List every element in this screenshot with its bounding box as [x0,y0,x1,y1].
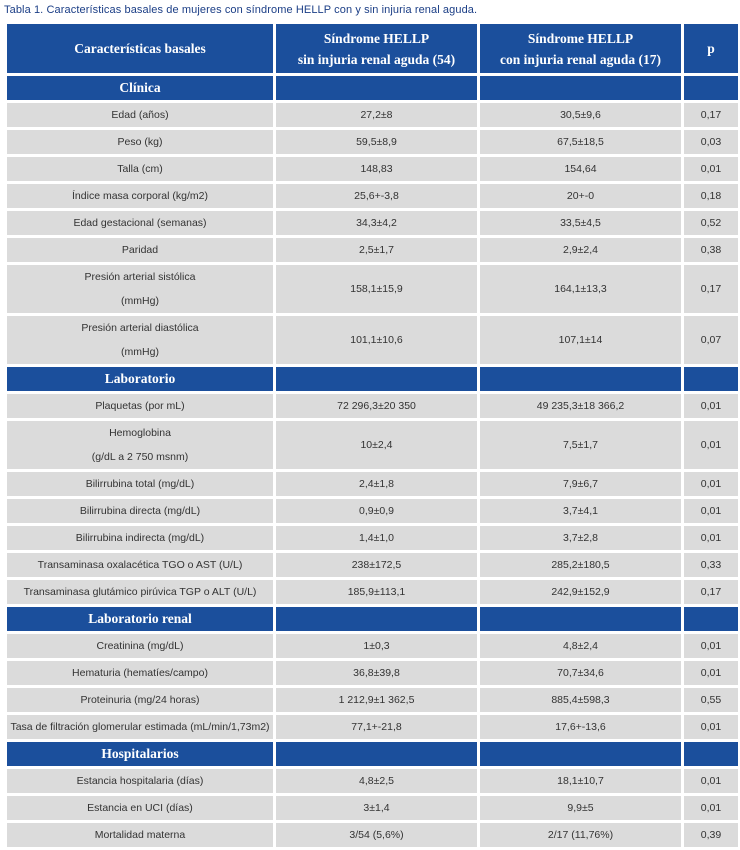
table-row [7,526,738,550]
p-value: 0,01 [684,526,738,550]
section-title: Hospitalarios [7,742,273,766]
header-characteristics: Características basales [7,24,273,73]
value-without-aki: 1,4±1,0 [276,526,477,550]
p-value: 0,01 [684,394,738,418]
section-blank-cell [684,367,738,391]
row-label-line: Bilirrubina directa (mg/dL) [79,505,201,517]
row-label [7,103,273,127]
section-title: Laboratorio renal [7,607,273,631]
header-with-aki-line1: Síndrome HELLP [527,30,634,46]
value-without-aki: 10±2,4 [276,421,477,469]
row-label-line: Paridad [121,244,159,256]
value-without-aki: 27,2±8 [276,103,477,127]
row-label [7,472,273,496]
value-without-aki: 2,4±1,8 [276,472,477,496]
section-blank-cell [276,367,477,391]
row-label [7,184,273,208]
row-label [7,634,273,658]
row-label-line: Hematuria (hematíes/campo) [72,667,208,679]
table-body [7,76,738,847]
row-label-line: Índice masa corporal (kg/m2) [72,190,208,202]
value-without-aki: 3±1,4 [276,796,477,820]
row-label [7,499,273,523]
header-p-value: p [684,24,738,73]
row-label [7,688,273,712]
value-without-aki: 4,8±2,5 [276,769,477,793]
table-row [7,769,738,793]
p-value: 0,17 [684,103,738,127]
table-row [7,472,738,496]
value-without-aki: 25,6+-3,8 [276,184,477,208]
p-value: 0,18 [684,184,738,208]
section-blank-cell [480,367,681,391]
value-with-aki: 3,7±4,1 [480,499,681,523]
value-with-aki: 7,5±1,7 [480,421,681,469]
value-with-aki: 67,5±18,5 [480,130,681,154]
value-without-aki: 59,5±8,9 [276,130,477,154]
row-label-line: Presión arterial sistólica [84,271,196,283]
table-row [7,796,738,820]
value-with-aki: 18,1±10,7 [480,769,681,793]
row-label-line: (g/dL a 2 750 msnm) [91,451,189,463]
section-blank-cell [276,742,477,766]
p-value: 0,01 [684,634,738,658]
row-label-line: Presión arterial diastólica [81,322,199,334]
row-label-line: Peso (kg) [117,136,163,148]
row-label-line: Bilirrubina total (mg/dL) [85,478,195,490]
section-blank-cell [480,742,681,766]
row-label [7,526,273,550]
value-without-aki: 185,9±113,1 [276,580,477,604]
table-caption: Tabla 1. Características basales de mujeres con síndrome HELLP con y sin injuria renal aguda. [4,4,478,16]
section-blank-cell [276,76,477,100]
table-row [7,580,738,604]
table-row [7,130,738,154]
section-row [7,76,738,100]
row-label [7,421,273,469]
section-blank-cell [276,607,477,631]
value-with-aki: 33,5±4,5 [480,211,681,235]
table-row [7,823,738,847]
value-without-aki: 72 296,3±20 350 [276,394,477,418]
table-row [7,211,738,235]
row-label [7,796,273,820]
row-label-line: Edad gestacional (semanas) [73,217,207,229]
p-value: 0,55 [684,688,738,712]
value-with-aki: 7,9±6,7 [480,472,681,496]
row-label [7,130,273,154]
p-value: 0,17 [684,265,738,313]
p-value: 0,38 [684,238,738,262]
row-label-line: Edad (años) [111,109,169,121]
p-value: 0,01 [684,157,738,181]
value-without-aki: 0,9±0,9 [276,499,477,523]
row-label [7,769,273,793]
row-label [7,715,273,739]
p-value: 0,01 [684,715,738,739]
row-label-line: Plaquetas (por mL) [95,400,185,412]
p-value: 0,07 [684,316,738,364]
table-row [7,634,738,658]
section-row [7,742,738,766]
row-label-line: Estancia hospitalaria (días) [76,775,204,787]
table-row [7,661,738,685]
section-blank-cell [684,742,738,766]
p-value: 0,52 [684,211,738,235]
row-label-line: Hemoglobina [109,427,171,439]
row-label-line: Estancia en UCI (días) [87,802,193,814]
row-label-line: Creatinina (mg/dL) [96,640,184,652]
p-value: 0,01 [684,472,738,496]
p-value: 0,33 [684,553,738,577]
value-without-aki: 34,3±4,2 [276,211,477,235]
row-label [7,316,273,364]
header-without-aki-line2: sin injuria renal aguda (54) [297,51,456,67]
value-with-aki: 2/17 (11,76%) [480,823,681,847]
row-label-line: Bilirrubina indirecta (mg/dL) [75,532,205,544]
row-label [7,553,273,577]
table-row [7,184,738,208]
row-label [7,211,273,235]
row-label-line: Mortalidad materna [94,829,186,841]
p-value: 0,01 [684,769,738,793]
value-without-aki: 36,8±39,8 [276,661,477,685]
value-without-aki: 101,1±10,6 [276,316,477,364]
p-value: 0,01 [684,796,738,820]
p-value: 0,39 [684,823,738,847]
value-with-aki: 9,9±5 [480,796,681,820]
row-label [7,394,273,418]
section-blank-cell [480,76,681,100]
header-row [7,24,738,73]
value-with-aki: 4,8±2,4 [480,634,681,658]
table-row [7,103,738,127]
section-row [7,367,738,391]
row-label [7,265,273,313]
row-label [7,238,273,262]
value-with-aki: 2,9±2,4 [480,238,681,262]
value-without-aki: 238±172,5 [276,553,477,577]
section-row [7,607,738,631]
value-without-aki: 158,1±15,9 [276,265,477,313]
header-with-aki-line2: con injuria renal aguda (17) [499,51,661,67]
table-row [7,715,738,739]
table-row [7,157,738,181]
table-row [7,421,738,469]
value-with-aki: 20+-0 [480,184,681,208]
value-without-aki: 148,83 [276,157,477,181]
value-without-aki: 3/54 (5,6%) [276,823,477,847]
p-value: 0,17 [684,580,738,604]
value-without-aki: 1 212,9±1 362,5 [276,688,477,712]
value-with-aki: 242,9±152,9 [480,580,681,604]
value-with-aki: 285,2±180,5 [480,553,681,577]
row-label [7,823,273,847]
row-label-line: (mmHg) [121,295,159,307]
p-value: 0,01 [684,421,738,469]
value-with-aki: 17,6+-13,6 [480,715,681,739]
value-with-aki: 154,64 [480,157,681,181]
value-with-aki: 3,7±2,8 [480,526,681,550]
baseline-characteristics-table [4,21,740,850]
header-without-aki [276,24,477,73]
row-label-line: Tasa de filtración glomerular estimada (mL/min/1,73m2) [10,721,270,733]
table-row [7,499,738,523]
section-blank-cell [480,607,681,631]
p-value: 0,01 [684,499,738,523]
table-row [7,316,738,364]
value-with-aki: 164,1±13,3 [480,265,681,313]
value-without-aki: 1±0,3 [276,634,477,658]
value-with-aki: 107,1±14 [480,316,681,364]
row-label [7,661,273,685]
p-value: 0,01 [684,661,738,685]
row-label [7,157,273,181]
section-blank-cell [684,607,738,631]
row-label-line: (mmHg) [121,346,159,358]
table-row [7,394,738,418]
row-label-line: Proteinuria (mg/24 horas) [80,694,200,706]
value-without-aki: 77,1+-21,8 [276,715,477,739]
value-with-aki: 885,4±598,3 [480,688,681,712]
table-row [7,553,738,577]
value-without-aki: 2,5±1,7 [276,238,477,262]
row-label-line: Transaminasa oxalacética TGO o AST (U/L) [37,559,243,571]
section-title: Clínica [7,76,273,100]
header-with-aki [480,24,681,73]
header-without-aki-line1: Síndrome HELLP [323,30,430,46]
table-row [7,238,738,262]
value-with-aki: 49 235,3±18 366,2 [480,394,681,418]
p-value: 0,03 [684,130,738,154]
row-label-line: Talla (cm) [117,163,163,175]
table-row [7,265,738,313]
row-label-line: Transaminasa glutámico pirúvica TGP o ALT (U/L) [23,586,257,598]
table-row [7,688,738,712]
section-blank-cell [684,76,738,100]
value-with-aki: 70,7±34,6 [480,661,681,685]
row-label [7,580,273,604]
value-with-aki: 30,5±9,6 [480,103,681,127]
section-title: Laboratorio [7,367,273,391]
